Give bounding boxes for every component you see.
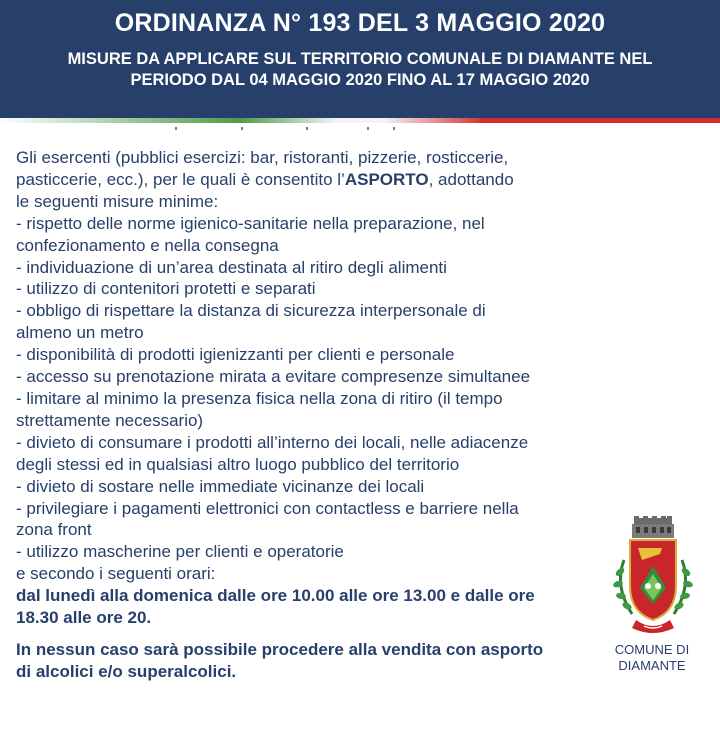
warning-line-1: In nessun caso sarà possibile procedere alla vendita con asporto — [16, 639, 544, 659]
subtitle-line-2: PERIODO DAL 04 MAGGIO 2020 FINO AL 17 MAGGIO 2020 — [130, 71, 590, 89]
measure-line: - rispetto delle norme igienico-sanitarie nella preparazione, nel — [16, 213, 485, 233]
measure-line: - utilizzo di contenitori protetti e separati — [16, 279, 316, 299]
intro-line-3: le seguenti misure minime: — [16, 191, 219, 211]
measure-line: - utilizzo mascherine per clienti e operatorie — [16, 542, 344, 562]
asporto-keyword: ASPORTO — [344, 169, 429, 189]
header-banner — [0, 0, 720, 118]
dotted-separator — [0, 127, 720, 133]
measure-line: - obbligo di rispettare la distanza di sicurezza interpersonale di — [16, 301, 486, 321]
coat-of-arms-icon — [604, 516, 702, 638]
measure-line: zona front — [16, 520, 92, 540]
measure-line: - privilegiare i pagamenti elettronici con contactless e barriere nella — [16, 498, 519, 518]
measure-line: strettamente necessario) — [16, 410, 204, 430]
intro-line-2: pasticcerie, ecc.), per le quali è consentito l’ASPORTO, adottando — [16, 169, 514, 189]
caption-line-1: COMUNE DI — [614, 642, 690, 657]
measure-line: confezionamento e nella consegna — [16, 235, 279, 255]
measure-line: - accesso su prenotazione mirata a evitare compresenze simultanee — [16, 367, 531, 387]
caption-line-2: DIAMANTE — [618, 658, 686, 673]
warning-line-2: di alcolici e/o superalcolici. — [16, 661, 237, 681]
measure-line: - disponibilità di prodotti igienizzanti per clienti e personale — [16, 345, 455, 365]
measure-line: almeno un metro — [16, 323, 144, 343]
emblem-caption — [600, 642, 704, 674]
hours-line-2: 18.30 alle ore 20. — [16, 608, 152, 628]
hours-line-1: dal lunedì alla domenica dalle ore 10.00 alle ore 13.00 e dalle ore — [16, 586, 535, 606]
ordinance-title: ORDINANZA N° 193 DEL 3 MAGGIO 2020 — [114, 9, 606, 37]
measure-line: - individuazione di un’area destinata al ritiro degli alimenti — [16, 257, 447, 277]
italian-flag-strip — [0, 118, 720, 123]
measure-line: - divieto di consumare i prodotti all’interno dei locali, nelle adiacenze — [16, 432, 529, 452]
subtitle-line-1: MISURE DA APPLICARE SUL TERRITORIO COMUNALE DI DIAMANTE NEL — [67, 50, 653, 68]
measure-line: e secondo i seguenti orari: — [16, 564, 216, 584]
measure-line: - divieto di sostare nelle immediate vicinanze dei locali — [16, 476, 425, 496]
intro-line-1: Gli esercenti (pubblici esercizi: bar, ristoranti, pizzerie, rosticcerie, — [16, 148, 509, 167]
ordinance-subtitle — [30, 49, 690, 91]
measure-line: - limitare al minimo la presenza fisica nella zona di ritiro (il tempo — [16, 388, 503, 408]
ordinance-body — [16, 147, 601, 683]
measure-line: degli stessi ed in qualsiasi altro luogo pubblico del territorio — [16, 454, 460, 474]
